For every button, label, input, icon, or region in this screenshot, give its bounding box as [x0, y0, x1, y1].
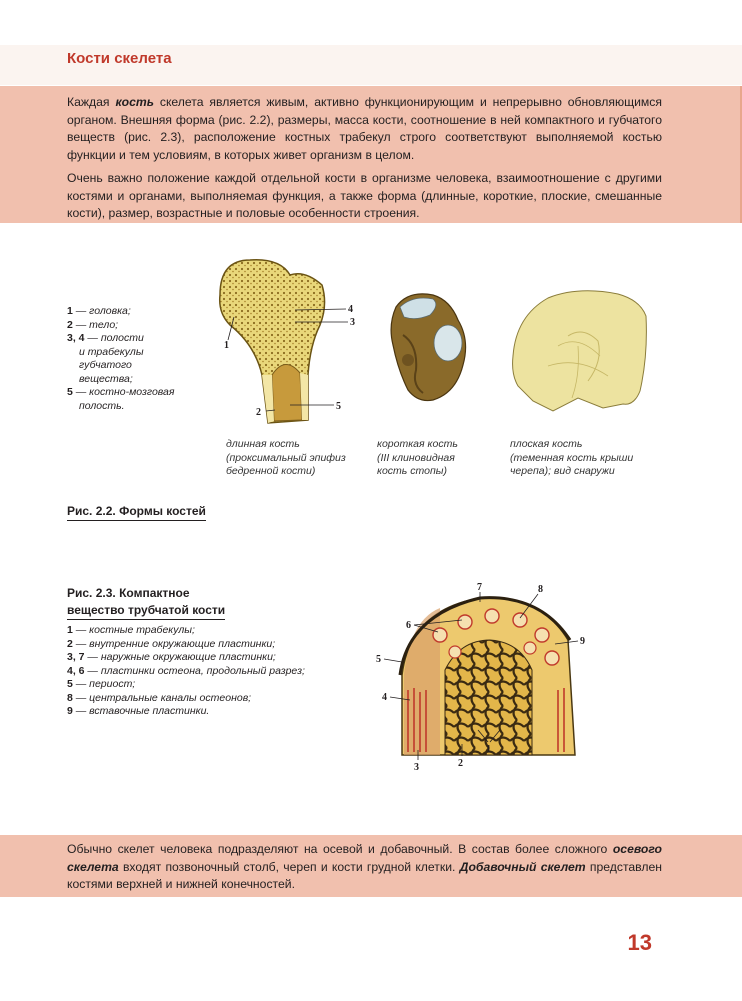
outro-text: Обычно скелет человека подразделяют на осевой и добавочный. В состав более сложного	[67, 842, 613, 856]
fig23-title: Рис. 2.3. Компактное вещество трубчатой кости	[67, 585, 225, 620]
label-4: 4	[382, 692, 387, 703]
legend-item: 1 — головка;	[67, 305, 131, 317]
legend-item: 8 — центральные каналы остеонов;	[67, 691, 252, 704]
label-7: 7	[477, 582, 482, 593]
intro-band	[0, 86, 742, 223]
caption-short-bone: короткая кость (III клиновидная кость стопы)	[377, 438, 458, 477]
legend-item: 5 — костно-мозговая	[67, 386, 175, 398]
label-6: 6	[406, 620, 411, 631]
label-8: 8	[538, 584, 543, 595]
label-3: 3	[414, 762, 419, 773]
legend-item: и трабекулы	[79, 345, 144, 358]
legend-item: 1 — костные трабекулы;	[67, 624, 195, 636]
label-1: 1	[224, 340, 229, 351]
femur-illustration	[210, 255, 360, 430]
fig22-title: Рис. 2.2. Формы костей	[67, 503, 206, 521]
term-bone: кость	[115, 95, 154, 109]
parietal-illustration	[508, 286, 648, 416]
intro-paragraph-2: Очень важно положение каждой отдельной кости в организме человека, взаимоотношение с другими костями и органами, выполняемая функция, а также форма (длинные, короткие, плоские, смешанные кости), размер, возрастные и половые особенности строения.	[67, 171, 662, 220]
outro-text: входят позвоночный столб, череп и кости грудной клетки.	[118, 859, 460, 874]
legend-item: 9 — вставочные пластинки.	[67, 705, 210, 717]
caption-flat-bone: плоская кость (теменная кость крыши черепа); вид снаружи	[510, 438, 634, 477]
intro-text: Каждая	[67, 95, 116, 109]
intro-text: скелета является живым, активно функционирующим и непрерывно обновляющимся органом. Внешняя форма (рис. 2.2), размеры, масса кости, соотношение в ней компактного и губчатого веществ (рис. 2.3), расположение костных трабекул строго соответствуют выполняемой костью функции и тем условиям, в которых живет организм в целом.	[67, 95, 662, 162]
legend-item: 5 — периост;	[67, 678, 136, 690]
legend-item: 3, 4 — полости	[67, 332, 144, 344]
label-5: 5	[376, 654, 381, 665]
label-9: 9	[580, 636, 585, 647]
outro-paragraph	[67, 841, 662, 894]
page-number: 13	[627, 930, 652, 955]
term-axial-skeleton: осевого скелета	[67, 842, 662, 874]
legend-item: 2 — внутренние окружающие пластинки;	[67, 637, 276, 650]
outro-text: представлен костями верхней и нижней конечностей.	[67, 859, 662, 891]
outro-band	[0, 835, 742, 897]
cuneiform-illustration	[378, 285, 478, 410]
legend-item: 3, 7 — наружные окружающие пластинки;	[67, 651, 276, 663]
label-1: 1	[486, 744, 491, 755]
label-5: 5	[336, 401, 341, 412]
fig23-legend	[67, 624, 305, 719]
legend-item: 2 — тело;	[67, 318, 119, 331]
compact-bone-illustration	[370, 580, 600, 775]
label-3: 3	[350, 317, 355, 328]
legend-item: губчатого	[79, 359, 132, 371]
legend-item: 4, 6 — пластинки остеона, продольный разрез;	[67, 664, 305, 677]
label-2: 2	[458, 758, 463, 769]
fig22-legend	[67, 305, 175, 413]
caption-long-bone: длинная кость (проксимальный эпифиз бедренной кости)	[226, 438, 346, 477]
intro-paragraph-1	[67, 94, 662, 164]
label-2: 2	[256, 407, 261, 418]
term-appendicular-skeleton: Добавочный скелет	[459, 859, 586, 874]
label-4: 4	[348, 304, 353, 315]
section-title: Кости скелета	[67, 50, 172, 67]
legend-item: полость.	[79, 399, 125, 412]
legend-item: вещества;	[79, 372, 133, 385]
